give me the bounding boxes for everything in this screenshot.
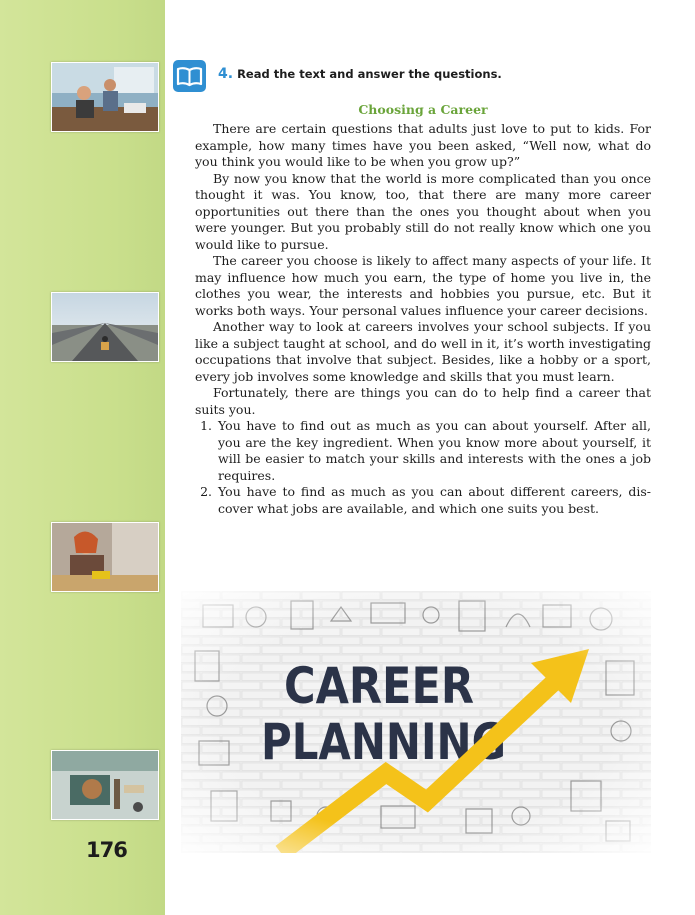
career-planning-poster xyxy=(181,591,651,853)
paragraph: Fortunately, there are things you can do to help find a career that suits you. xyxy=(195,385,651,417)
task-heading xyxy=(218,66,502,82)
page-number: 176 xyxy=(86,838,127,862)
numbered-list xyxy=(195,418,651,517)
photo-tools-on-table xyxy=(51,750,159,820)
sidebar-strip xyxy=(0,0,165,915)
article-title: Choosing a Career xyxy=(358,102,488,117)
book-icon xyxy=(173,60,206,92)
list-item: 1. You have to find out as much as you can about yourself. After all, you are the key ingredient. When you know more about yourself, it will be easier to match your skills and interests with the ones a job requires. xyxy=(216,418,651,484)
photo-office-workers xyxy=(51,62,159,132)
paragraph: Another way to look at careers involves your school subjects. If you like a subject taught at school, and do well in it, it’s worth investigating occupations that involve that subject. Besides, like a hobby or a sport, every job involves some knowledge and skills that you must learn. xyxy=(195,319,651,384)
task-instruction: Read the text and answer the questions. xyxy=(237,67,502,81)
paragraph: By now you know that the world is more complicated than you once thought it was. You know, too, that there are many more career opportunities out there than the ones you thought about when you were younger. But you probably still do not really know which one you would like to pursue. xyxy=(195,170,651,252)
paragraph: The career you choose is likely to affect many aspects of your life. It may influence how much you earn, the type of home you live in, the clothes you wear, the interests and hobbies you pursue, etc. But it works both ways. Your personal values influence your career decisions. xyxy=(195,253,651,318)
paragraph: There are certain questions that adults just love to put to kids. For example, how many times have you been asked, “Well now, what do you think you would like to be when you grow up?” xyxy=(195,121,651,169)
photo-person-at-crossroads xyxy=(51,292,159,362)
photo-woodworker xyxy=(51,522,159,592)
task-number: 4. xyxy=(218,66,234,82)
list-item: 2. You have to find as much as you can about different careers, discover what jobs are available, and which one suits you best. xyxy=(216,484,651,517)
article-body xyxy=(195,121,651,517)
